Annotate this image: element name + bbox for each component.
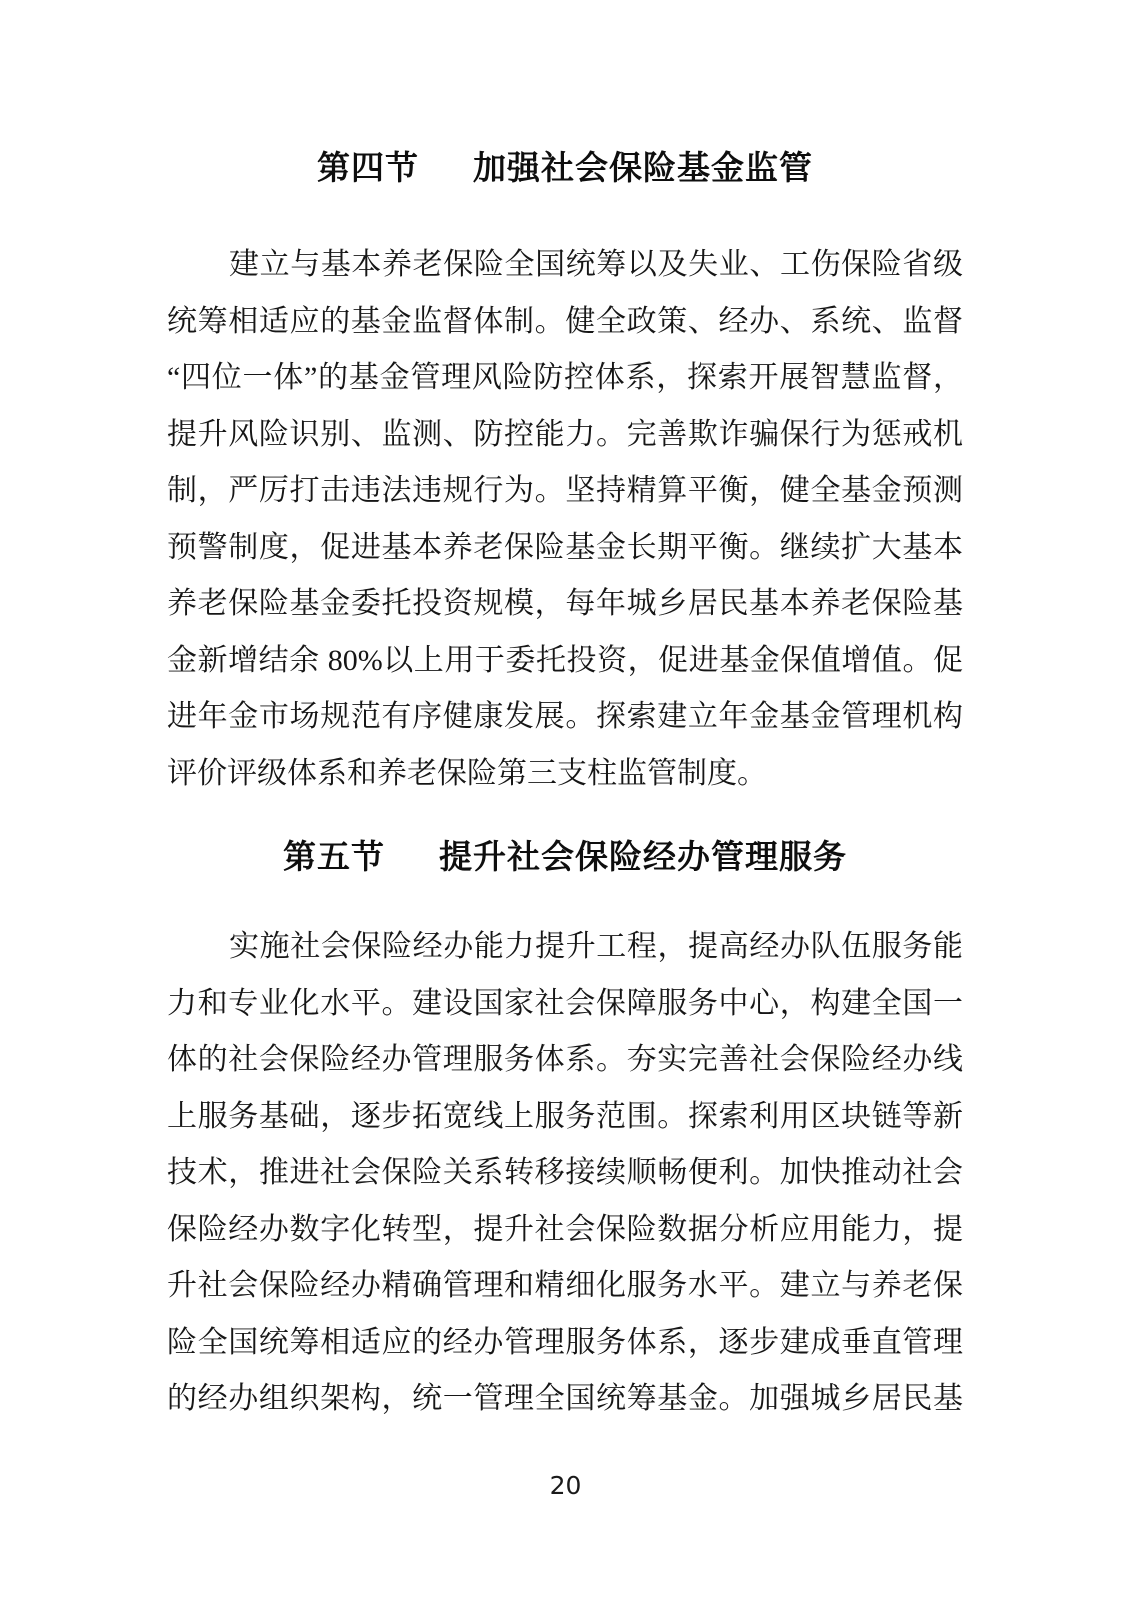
section-4-paragraph bbox=[167, 237, 963, 802]
text-line: 养老保险基金委托投资规模，每年城乡居民基本养老保险基 bbox=[167, 587, 963, 620]
text-line: 统筹相适应的基金监督体制。健全政策、经办、系统、监督 bbox=[167, 304, 963, 338]
section-4-number: 第四节 bbox=[317, 149, 419, 186]
text-column bbox=[167, 0, 963, 1428]
text-line: 金新增结余 80%以上用于委托投资，促进基金保值增值。促 bbox=[167, 643, 963, 677]
text-line: 升社会保险经办精确管理和精细化服务水平。建立与养老保 bbox=[167, 1269, 963, 1302]
text-line: 的经办组织架构，统一管理全国统筹基金。加强城乡居民基 bbox=[167, 1382, 963, 1415]
text-line: 上服务基础，逐步拓宽线上服务范围。探索利用区块链等新 bbox=[167, 1099, 963, 1133]
text-line: 建立与基本养老保险全国统筹以及失业、工伤保险省级 bbox=[229, 248, 963, 281]
text-line: 实施社会保险经办能力提升工程，提高经办队伍服务能 bbox=[229, 930, 963, 963]
text-line: “四位一体”的基金管理风险防控体系，探索开展智慧监督， bbox=[167, 361, 963, 394]
section-heading-4 bbox=[167, 150, 963, 186]
text-line: 提升风险识别、监测、防控能力。完善欺诈骗保行为惩戒机 bbox=[167, 417, 963, 451]
text-line: 预警制度，促进基本养老保险基金长期平衡。继续扩大基本 bbox=[167, 530, 963, 564]
section-heading-5 bbox=[167, 839, 963, 875]
section-5-title: 提升社会保险经办管理服务 bbox=[439, 838, 847, 875]
text-line: 技术，推进社会保险关系转移接续顺畅便利。加快推动社会 bbox=[167, 1156, 963, 1189]
text-line: 进年金市场规范有序健康发展。探索建立年金基金管理机构 bbox=[167, 700, 963, 733]
text-line: 制，严厉打击违法违规行为。坚持精算平衡，健全基金预测 bbox=[167, 474, 963, 507]
text-line: 评价评级体系和养老保险第三支柱监管制度。 bbox=[167, 756, 767, 790]
text-line: 力和专业化水平。建设国家社会保障服务中心，构建全国一 bbox=[167, 986, 963, 1020]
page-number: 20 bbox=[549, 1471, 582, 1500]
section-4-title: 加强社会保险基金监管 bbox=[473, 149, 813, 186]
text-line: 保险经办数字化转型，提升社会保险数据分析应用能力，提 bbox=[167, 1212, 963, 1246]
text-line: 体的社会保险经办管理服务体系。夯实完善社会保险经办线 bbox=[167, 1043, 963, 1076]
section-5-number: 第五节 bbox=[283, 838, 385, 875]
text-line: 险全国统筹相适应的经办管理服务体系，逐步建成垂直管理 bbox=[167, 1325, 963, 1359]
section-5-paragraph bbox=[167, 919, 963, 1428]
